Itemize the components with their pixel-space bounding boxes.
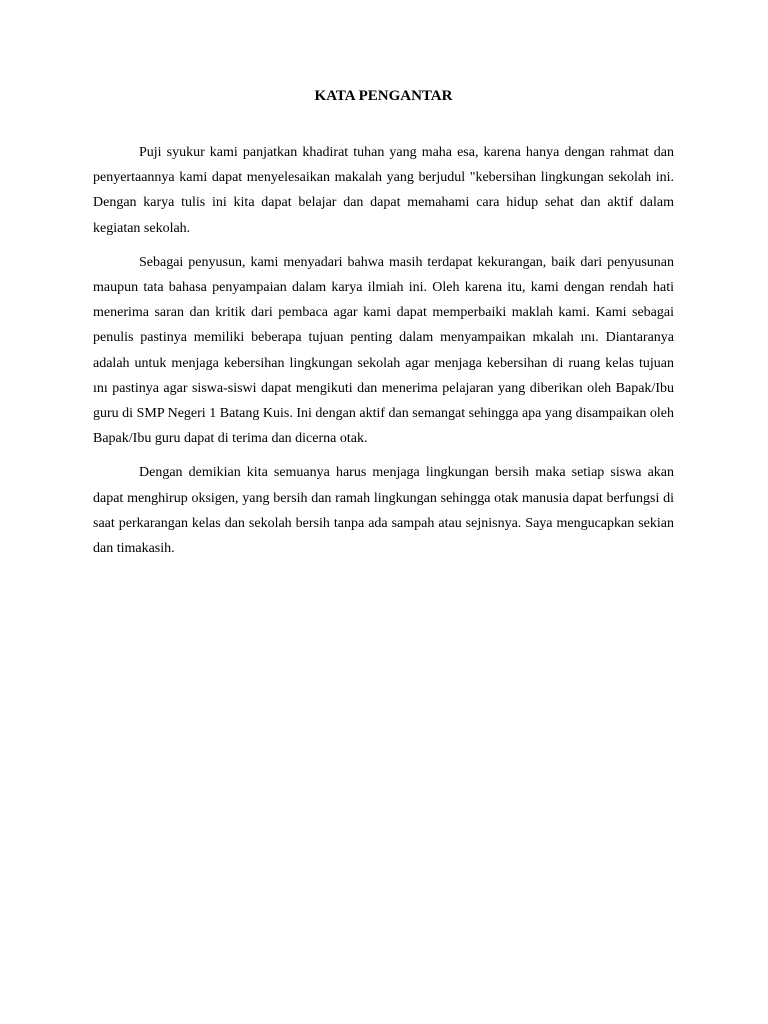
paragraph-3: Dengan demikian kita semuanya harus menjaga lingkungan bersih maka setiap siswa akan dapat menghirup oksigen, yang bersih dan ramah lingkungan sehingga otak manusia dapat berfungsi di saat perkarangan kelas dan sekolah bersih tanpa ada sampah atau sejnisnya. Saya mengucapkan sekian dan timakasih. <box>93 465 674 557</box>
document-page <box>93 86 674 570</box>
document-title: KATA PENGANTAR <box>314 88 453 104</box>
paragraph-1: Puji syukur kami panjatkan khadirat tuhan yang maha esa, karena hanya dengan rahmat dan penyertaannya kami dapat menyelesaikan makalah yang berjudul "kebersihan lingkungan sekolah ini. Dengan karya tulis ini kita dapat belajar dan dapat memahami cara hidup sehat dan aktif dalam kegiatan sekolah. <box>93 145 674 236</box>
paragraph-2: Sebagai penyusun, kami menyadari bahwa masih terdapat kekurangan, baik dari penyusunan maupun tata bahasa penyampaian dalam karya ilmiah ini. Oleh karena itu, kami dengan rendah hati menerima saran dan kritik dari pembaca agar kami dapat memperbaiki maklah kami. Kami sebagai penulis pastinya memiliki beberapa tujuan penting dalam menyampaikan mkalah ını. Diantaranya adalah untuk menjaga kebersihan lingkungan sekolah agar menjaga kebersihan di ruang kelas tujuan ını pastinya agar siswa-siswi dapat mengikuti dan menerima pelajaran yang diberikan oleh Bapak/Ibu guru di SMP Negeri 1 Batang Kuis. Ini dengan aktif dan semangat sehingga apa yang disampaikan oleh Bapak/Ibu guru dapat di terima dan dicerna otak. <box>93 254 674 447</box>
